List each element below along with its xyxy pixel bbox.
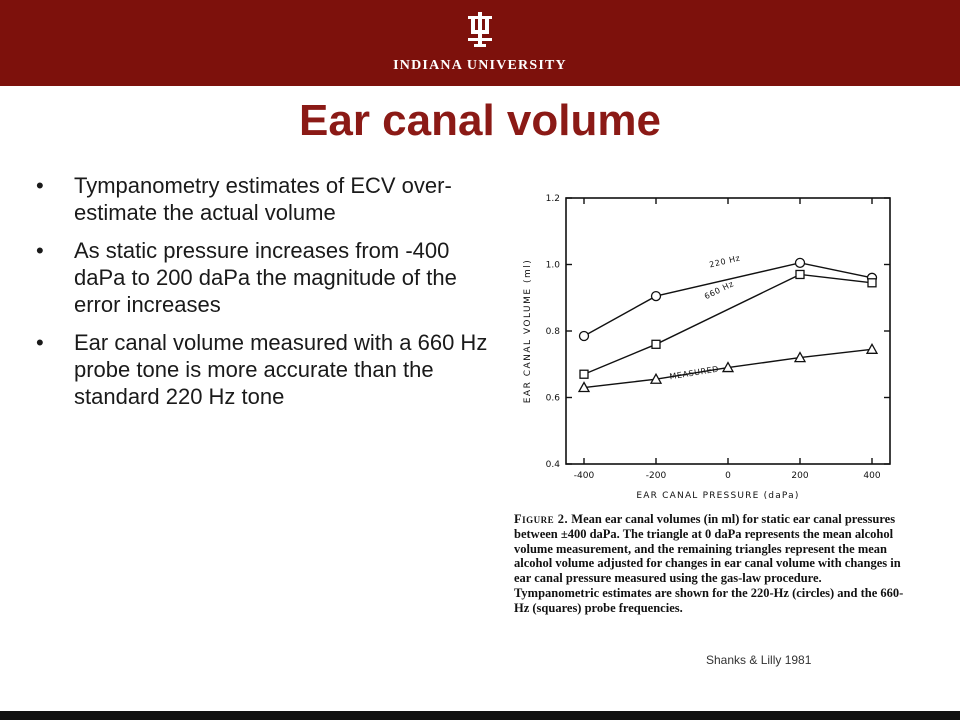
data-point (652, 292, 661, 301)
bullet-text: Tympanometry estimates of ECV over-estimate the actual volume (74, 173, 452, 225)
university-name: INDIANA UNIVERSITY (393, 58, 567, 73)
header-bar (0, 0, 960, 86)
plot-frame (566, 198, 890, 464)
y-tick-label: 1.2 (545, 194, 560, 204)
x-tick-label: -400 (573, 471, 595, 481)
figure-caption-text: Mean ear canal volumes (in ml) for static ear canal pressures between ±400 daPa. The triangle at 0 daPa represents the mean alcohol volume measurement, and the remaining triangles represent the mean alcohol volume adjusted for changes in ear canal volume with changes in ear canal pressure measured using the gas-law procedure. Tympanometric estimates are shown for the 220-Hz (circles) and the 660-Hz (squares) probe frequencies. (514, 512, 904, 615)
x-tick-label: -200 (645, 471, 667, 481)
series-label: 220 Hz (708, 253, 742, 270)
y-tick-label: 0.4 (545, 460, 560, 470)
y-tick-label: 1.0 (545, 260, 560, 271)
footer-bar (0, 711, 960, 720)
data-point (796, 258, 805, 267)
bullet-item (30, 172, 490, 226)
figure-caption-label: Figure 2. (514, 512, 569, 526)
bullet-icon: • (36, 238, 44, 263)
bullet-item (30, 237, 490, 318)
slide-title: Ear canal volume (299, 96, 661, 145)
citation-credit: Shanks & Lilly 1981 (706, 653, 812, 667)
data-point (652, 340, 660, 348)
y-tick-label: 0.6 (545, 393, 560, 404)
data-point (867, 344, 877, 353)
bullet-icon: • (36, 173, 44, 198)
x-tick-label: 200 (791, 471, 809, 481)
x-tick-label: 0 (725, 471, 731, 481)
data-point (580, 331, 589, 340)
data-point (580, 370, 588, 378)
bullet-item (30, 329, 490, 410)
bullet-list (30, 172, 490, 421)
data-point (796, 270, 804, 278)
x-tick-label: 400 (863, 471, 881, 481)
bullet-icon: • (36, 330, 44, 355)
y-tick-label: 0.8 (545, 327, 560, 337)
y-axis-label: EAR CANAL VOLUME (ml) (523, 258, 533, 404)
bullet-text: Ear canal volume measured with a 660 Hz probe tone is more accurate than the standard 220 Hz tone (74, 330, 488, 409)
bullet-text: As static pressure increases from -400 daPa to 200 daPa the magnitude of the error increases (74, 238, 457, 317)
figure-caption (514, 512, 906, 616)
x-axis-label: EAR CANAL PRESSURE (daPa) (636, 491, 800, 501)
series-line (584, 263, 872, 336)
ear-canal-volume-chart (508, 186, 908, 506)
series-label: MEASURED (668, 364, 720, 382)
data-point (868, 279, 876, 287)
series-label: 660 Hz (702, 279, 736, 302)
